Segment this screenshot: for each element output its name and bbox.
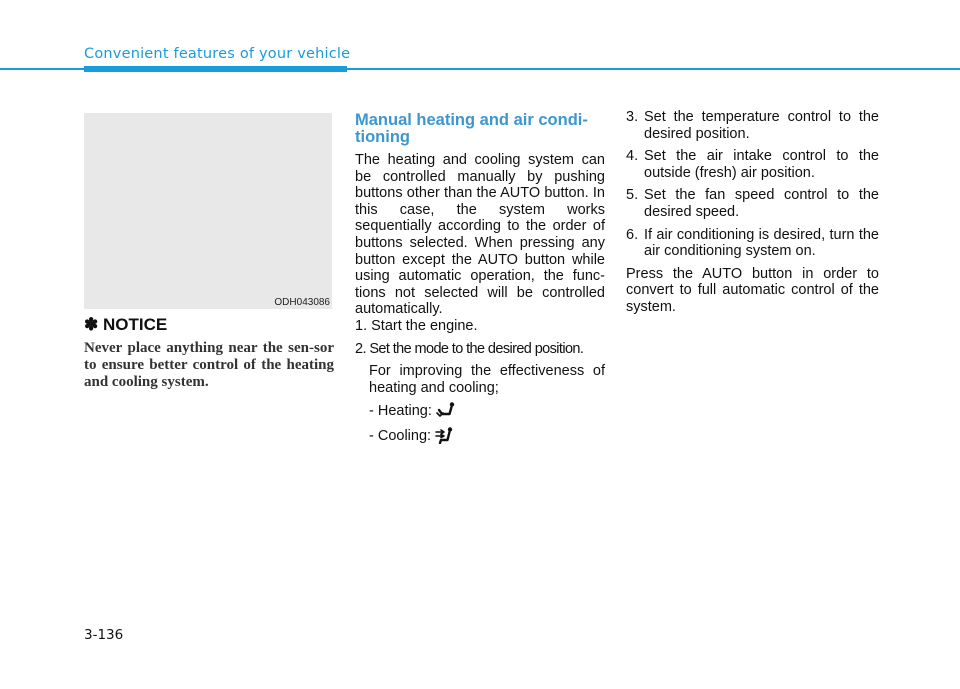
step-6	[626, 227, 879, 260]
floor-mode-icon	[436, 402, 456, 419]
heating-label: - Heating:	[369, 402, 432, 419]
step-4	[626, 148, 879, 181]
step-3	[626, 109, 879, 142]
heating-line	[355, 402, 605, 419]
figure-code: ODH043086	[274, 297, 330, 308]
cooling-label: - Cooling:	[369, 427, 432, 444]
step-number: 3.	[626, 109, 639, 125]
step-5	[626, 187, 879, 220]
section-intro: The heating and cooling system can be controlled manually by pushing buttons other than the AUTO button. In this case, the system works sequentially according to the order of buttons selected. When pressing any button except the AUTO button while using automatic operation, the func-tions not selected will be controlled automatically.	[355, 152, 605, 318]
section-heading: Manual heating and air condi-tioning	[355, 111, 588, 146]
cooling-line	[355, 427, 605, 444]
step-2-detail: For improving the effectiveness of heating and cooling;	[369, 363, 605, 396]
chapter-title: Convenient features of your vehicle	[84, 46, 351, 62]
step-2: 2. Set the mode to the desired position.	[355, 340, 584, 357]
step-number: 4.	[626, 148, 639, 165]
figure-image	[84, 113, 332, 309]
step-number: 5.	[626, 187, 639, 204]
step-1: 1. Start the engine.	[355, 318, 478, 334]
notice-title: ✽ NOTICE	[84, 315, 168, 334]
steps-list-column2	[355, 318, 605, 452]
step-text: If air conditioning is desired, turn the air conditioning system on.	[644, 226, 879, 260]
notice-body: Never place anything near the sen-sor to ensure better control of the heating and cooling system.	[84, 340, 334, 390]
step-text: Set the air intake control to the outside (fresh) air position.	[644, 148, 879, 181]
step-number: 6.	[626, 226, 639, 243]
step-text: Set the fan speed control to the desired speed.	[644, 187, 879, 220]
face-mode-icon	[435, 427, 455, 444]
steps-list-column3	[626, 109, 879, 316]
step-text: Set the temperature control to the desired position.	[644, 109, 879, 142]
closing-paragraph: Press the AUTO button in order to convert to full automatic control of the system.	[626, 265, 879, 315]
header-accent-bar	[84, 66, 347, 72]
page-number: 3-136	[84, 627, 124, 643]
